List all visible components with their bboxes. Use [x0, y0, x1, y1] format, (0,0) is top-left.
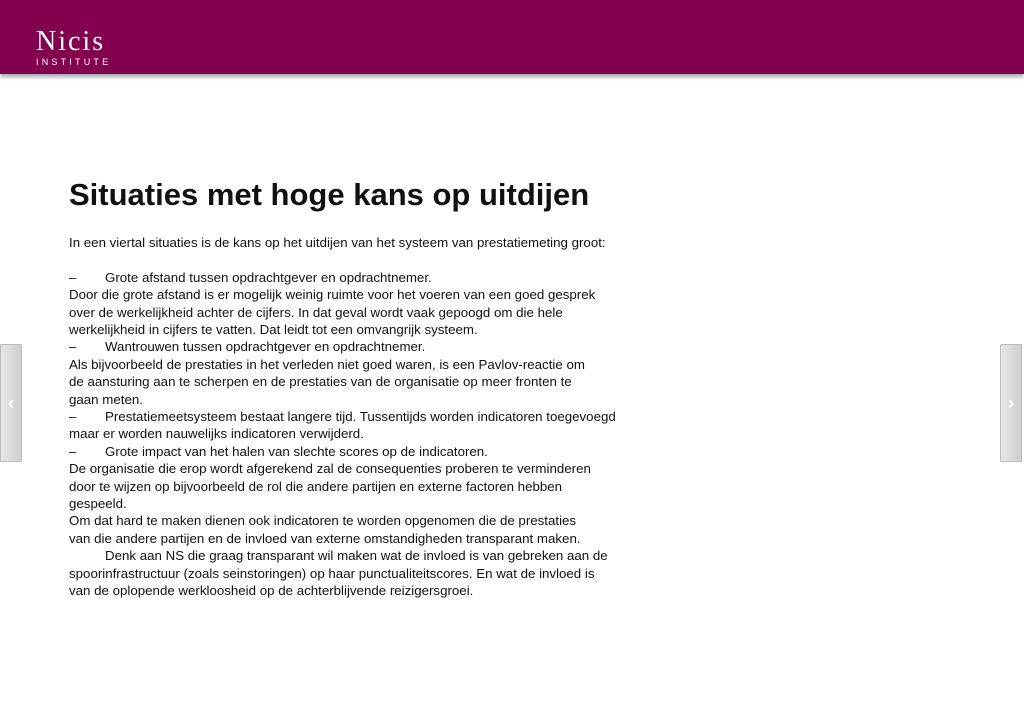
- body-line-text: Grote afstand tussen opdrachtgever en opdrachtnemer.: [105, 269, 432, 285]
- body-line: [69, 269, 679, 286]
- header-bar: [0, 0, 1024, 74]
- slide-body: [69, 234, 679, 600]
- body-line: [69, 321, 679, 338]
- body-line: [69, 512, 679, 529]
- previous-slide-button[interactable]: [0, 344, 22, 462]
- body-line: [69, 286, 679, 303]
- body-line-text: Door die grote afstand is er mogelijk weinig ruimte voor het voeren van een goed gesprek: [69, 287, 596, 303]
- bullet-dash: –: [69, 443, 77, 459]
- logo-mark: Nicis: [36, 26, 106, 57]
- body-line-text: gespeeld.: [69, 496, 127, 512]
- body-line: [69, 425, 679, 442]
- body-line: [69, 304, 679, 321]
- chevron-left-icon: ‹: [8, 392, 14, 413]
- body-line: [69, 530, 679, 547]
- body-line: [69, 391, 679, 408]
- body-line-text: Prestatiemeetsysteem bestaat langere tijd. Tussentijds worden indicatoren toegevoegd: [105, 409, 616, 425]
- body-line-text: De organisatie die erop wordt afgerekend zal de consequenties proberen te verminderen: [69, 461, 591, 477]
- body-line: [69, 460, 679, 477]
- body-line: [69, 373, 679, 390]
- body-line-text: gaan meten.: [69, 391, 143, 407]
- body-line-text: Wantrouwen tussen opdrachtgever en opdrachtnemer.: [105, 339, 426, 355]
- body-line-text: de aansturing aan te scherpen en de prestaties van de organisatie op meer fronten te: [69, 374, 572, 390]
- body-line-text: door te wijzen op bijvoorbeeld de rol die andere partijen en externe factoren hebben: [69, 478, 563, 494]
- bullet-dash: –: [69, 269, 77, 285]
- next-slide-button[interactable]: [1000, 344, 1022, 462]
- nicis-logo: [36, 28, 111, 67]
- body-line: [69, 495, 679, 512]
- body-line: [69, 478, 679, 495]
- bullet-dash: –: [69, 409, 77, 425]
- body-line: [69, 582, 679, 599]
- body-line-text: Denk aan NS die graag transparant wil maken wat de invloed is van gebreken aan de: [105, 548, 608, 564]
- body-line: [69, 547, 679, 564]
- body-line-text: maar er worden nauwelijks indicatoren verwijderd.: [69, 426, 364, 442]
- body-line-text: Om dat hard te maken dienen ook indicatoren te worden opgenomen die de prestaties: [69, 513, 577, 529]
- body-line: [69, 565, 679, 582]
- body-line-text: spoorinfrastructuur (zoals seinstoringen) op haar punctualiteitscores. En wat de invloed is: [69, 565, 595, 581]
- body-line-text: van die andere partijen en de invloed van externe omstandigheden transparant maken.: [69, 530, 581, 546]
- body-line-text: van de oplopende werkloosheid op de achterblijvende reizigersgroei.: [69, 583, 474, 599]
- body-line: [69, 338, 679, 355]
- logo-subtitle: INSTITUTE: [36, 57, 112, 67]
- body-line-text: Als bijvoorbeeld de prestaties in het verleden niet goed waren, is een Pavlov-reactie om: [69, 356, 585, 372]
- intro-text: In een viertal situaties is de kans op het uitdijen van het systeem van prestatiemeting groot:: [69, 235, 606, 250]
- body-lines: [69, 269, 679, 600]
- body-line-text: werkelijkheid in cijfers te vatten. Dat leidt tot een omvangrijk systeem.: [69, 322, 478, 338]
- body-line: [69, 408, 679, 425]
- slide-title: Situaties met hoge kans op uitdijen: [69, 177, 590, 212]
- body-line-text: Grote impact van het halen van slechte scores op de indicatoren.: [105, 443, 488, 459]
- chevron-right-icon: ›: [1008, 392, 1014, 413]
- bullet-dash: –: [69, 339, 77, 355]
- body-line: [69, 356, 679, 373]
- body-line: [69, 443, 679, 460]
- body-line-text: over de werkelijkheid achter de cijfers. In dat geval wordt vaak gepoogd om die hele: [69, 304, 563, 320]
